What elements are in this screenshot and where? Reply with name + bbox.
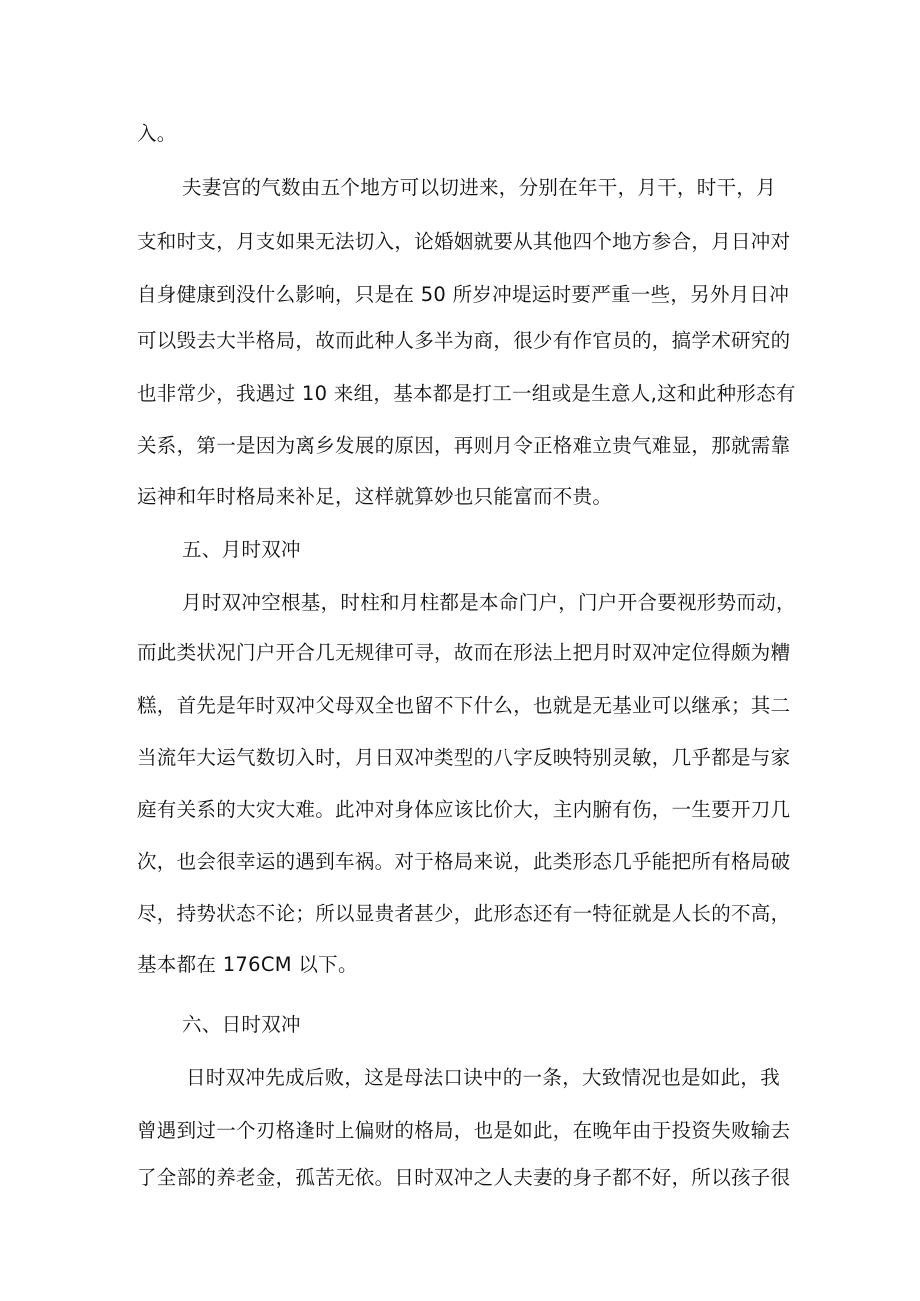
text-line: 而此类状况门户开合几无规律可寻，故而在形法上把月时双冲定位得颇为糟 (137, 641, 791, 664)
text-line: 可以毁去大半格局，故而此种人多半为商，很少有作官员的，搞学术研究的 (137, 329, 791, 352)
text-line: 关系，第一是因为离乡发展的原因，再则月令正格难立贵气难显，那就需靠 (137, 434, 791, 457)
text-line: 尽，持势状态不论；所以显贵者甚少，此形态还有一特征就是人长的不高， (137, 902, 791, 925)
text-line: 也非常少，我遇过 10 来组，基本都是打工一组或是生意人,这和此种形态有 (137, 382, 796, 405)
text-line: 自身健康到没什么影响，只是在 50 所岁冲堤运时要严重一些，另外月日冲 (137, 283, 790, 306)
text-line: 夫妻宫的气数由五个地方可以切进来，分别在年干，月干，时干，月 (182, 176, 777, 199)
text-line: 日时双冲先成后败，这是母法口诀中的一条，大致情况也是如此，我 (186, 1066, 781, 1089)
text-line: 当流年大运气数切入时，月日双冲类型的八字反映特别灵敏，几乎都是与家 (137, 746, 791, 769)
text-line: 糕，首先是年时双冲父母双全也留不下什么，也就是无基业可以继承；其二 (137, 694, 791, 717)
text-line: 次，也会很幸运的遇到车祸。对于格局来说，此类形态几乎能把所有格局破 (137, 850, 791, 873)
section-heading: 五、月时双冲 (182, 538, 301, 561)
section-heading: 六、日时双冲 (182, 1013, 301, 1036)
text-line: 支和时支，月支如果无法切入，论婚姻就要从其他四个地方参合，月日冲对 (137, 230, 791, 253)
text-line: 庭有关系的大灾大难。此冲对身体应该比价大，主内腑有伤，一生要开刀几 (137, 798, 791, 821)
text-line: 入。 (137, 122, 177, 145)
text-line: 基本都在 176CM 以下。 (137, 953, 358, 976)
text-line: 曾遇到过一个刃格逢时上偏财的格局，也是如此，在晚年由于投资失败输去 (137, 1119, 791, 1142)
text-line: 运神和年时格局来补足，这样就算妙也只能富而不贵。 (137, 485, 613, 508)
text-line: 月时双冲空根基，时柱和月柱都是本命门户，门户开合要视形势而动， (182, 591, 796, 614)
text-line: 了全部的养老金，孤苦无依。日时双冲之人夫妻的身子都不好，所以孩子很 (137, 1166, 791, 1189)
